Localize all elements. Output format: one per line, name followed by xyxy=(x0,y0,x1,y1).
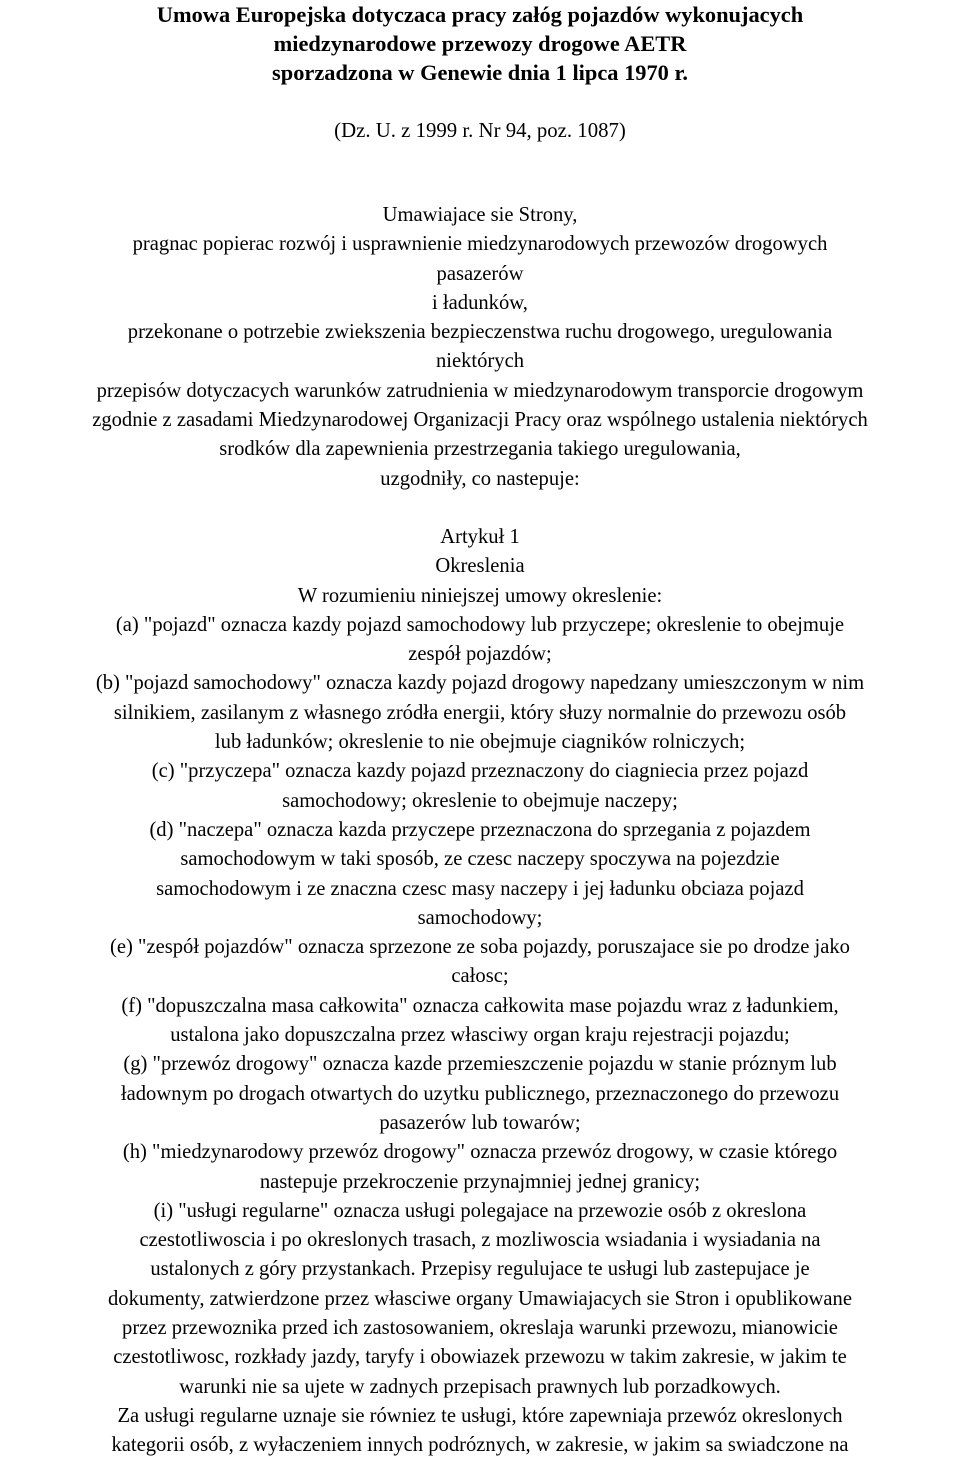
article-line: pasazerów lub towarów; xyxy=(379,1111,581,1134)
article-line: ustalona jako dopuszczalna przez własciwy organ kraju rejestracji pojazdu; xyxy=(170,1024,790,1047)
publication-reference: (Dz. U. z 1999 r. Nr 94, poz. 1087) xyxy=(334,119,626,142)
article-line: zespół pojazdów; xyxy=(408,643,552,666)
article-line: samochodowy; okreslenie to obejmuje naczepy; xyxy=(282,789,678,812)
preamble xyxy=(0,201,960,494)
article-line: całosc; xyxy=(451,965,509,988)
article-line: (g) "przewóz drogowy" oznacza kazde przemieszczenie pojazdu w stanie próznym lub xyxy=(123,1053,837,1076)
preamble-line: przekonane o potrzebie zwiekszenia bezpieczenstwa ruchu drogowego, uregulowania xyxy=(127,321,833,344)
article-line: (c) "przyczepa" oznacza kazdy pojazd przeznaczony do ciagniecia przez pojazd xyxy=(151,760,809,783)
article-line: dokumenty, zatwierdzone przez własciwe organy Umawiajacych sie Stron i opublikowane xyxy=(108,1287,852,1310)
article-line: (h) "miedzynarodowy przewóz drogowy" oznacza przewóz drogowy, w czasie którego xyxy=(122,1141,838,1164)
preamble-line: Umawiajace sie Strony, xyxy=(382,204,578,226)
article-number: Artykuł 1 xyxy=(440,526,520,548)
article-line: warunki nie sa ujete w zadnych przepisach prawnych lub porzadkowych. xyxy=(179,1375,781,1398)
article-line: nastepuje przekroczenie przynajmniej jednej granicy; xyxy=(259,1170,701,1193)
document-title xyxy=(0,0,960,87)
preamble-line: uzgodniły, co nastepuje: xyxy=(380,467,580,490)
title-line: sporzadzona w Genewie dnia 1 lipca 1970 r. xyxy=(272,60,688,85)
article-line: silnikiem, zasilanym z własnego zródła energii, który słuzy normalnie do przewozu osób xyxy=(113,701,847,724)
article-line: czestotliwosc, rozkłady jazdy, taryfy i obowiazek przewozu w takim zakresie, w jakim te xyxy=(113,1346,847,1369)
preamble-line: pasazerów xyxy=(436,262,524,285)
article-line: samochodowym w taki sposób, ze czesc naczepy spoczywa na pojezdzie xyxy=(180,848,780,871)
article-line: W rozumieniu niniejszej umowy okreslenie: xyxy=(297,584,663,607)
preamble-line: zgodnie z zasadami Miedzynarodowej Organizacji Pracy oraz wspólnego ustalenia niektórych xyxy=(92,409,868,432)
preamble-line: srodków dla zapewnienia przestrzegania takiego uregulowania, xyxy=(219,438,741,461)
article-line: (e) "zespół pojazdów" oznacza sprzezone ze soba pojazdy, poruszajace sie po drodze jako xyxy=(110,936,850,959)
title-line: miedzynarodowe przewozy drogowe AETR xyxy=(273,31,687,56)
article-line: ustalonych z góry przystankach. Przepisy regulujace te usługi lub zastepujace je xyxy=(150,1258,810,1281)
title-line: Umowa Europejska dotyczaca pracy załóg pojazdów wykonujacych xyxy=(156,2,804,27)
article-line: (f) "dopuszczalna masa całkowita" oznacza całkowita mase pojazdu wraz z ładunkiem, xyxy=(121,994,839,1017)
article-line: Za usługi regularne uznaje sie równiez te usługi, które zapewniaja przewóz okreslonych xyxy=(117,1404,843,1427)
article-line: samochodowy; xyxy=(417,906,543,929)
preamble-line: przepisów dotyczacych warunków zatrudnienia w miedzynarodowym transporcie drogowym xyxy=(96,379,864,402)
preamble-line: pragnac popierac rozwój i usprawnienie miedzynarodowych przewozów drogowych xyxy=(132,233,828,256)
article-line: lub ładunków; okreslenie to nie obejmuje ciagników rolniczych; xyxy=(214,731,746,754)
article-line: samochodowym i ze znaczna czesc masy naczepy i jej ładunku obciaza pojazd xyxy=(156,877,804,900)
article-heading: Okreslenia xyxy=(435,555,525,578)
article-line: ładownym po drogach otwartych do uzytku publicznego, przeznaczonego do przewozu xyxy=(120,1082,840,1105)
article-line: (d) "naczepa" oznacza kazda przyczepe przeznaczona do sprzegania z pojazdem xyxy=(149,818,811,841)
article-line: (i) "usługi regularne" oznacza usługi polegajace na przewozie osób z okreslona xyxy=(153,1199,807,1222)
preamble-line: i ładunków, xyxy=(432,291,528,314)
article-line: (a) "pojazd" oznacza kazdy pojazd samochodowy lub przyczepe; okreslenie to obejmuje xyxy=(115,613,845,636)
preamble-line: niektórych xyxy=(435,350,525,373)
article-line: przez przewoznika przed ich zastosowaniem, okreslaja warunki przewozu, mianowicie xyxy=(122,1317,838,1340)
article-line: kategorii osób, z wyłaczeniem innych podróznych, w zakresie, w jakim sa swiadczone na xyxy=(111,1434,849,1457)
article-line: czestotliwoscia i po okreslonych trasach, z mozliwoscia wsiadania i wysiadania na xyxy=(139,1229,821,1252)
article-1 xyxy=(0,523,960,1461)
article-line: (b) "pojazd samochodowy" oznacza kazdy pojazd drogowy napedzany umieszczonym w nim xyxy=(95,672,865,695)
